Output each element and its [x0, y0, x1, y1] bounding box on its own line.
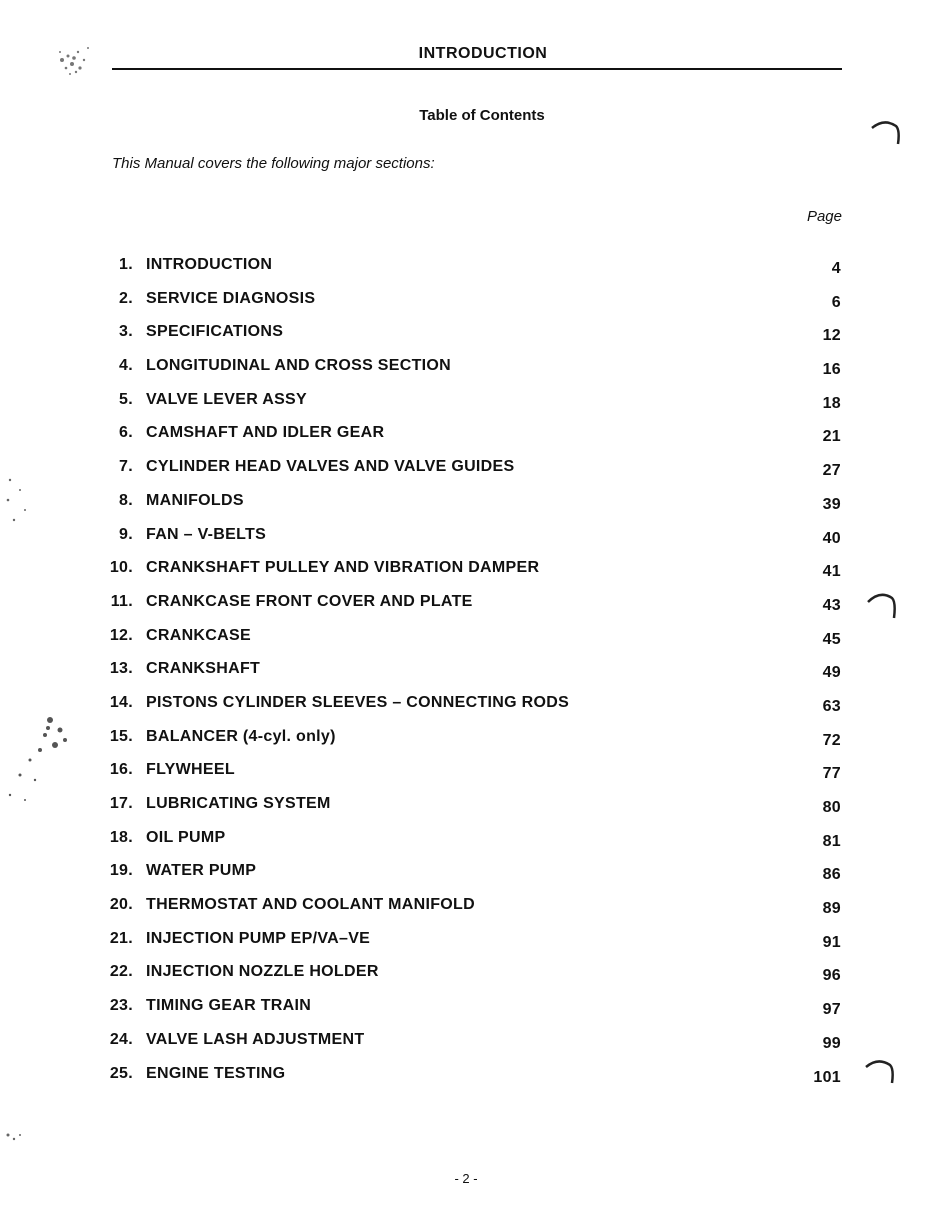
scan-speckle-left-margin-2 [0, 470, 40, 530]
toc-entry-number: 16. [109, 761, 133, 779]
toc-entry-number: 18. [109, 828, 133, 846]
toc-entry-title: PISTONS CYLINDER SLEEVES – CONNECTING RODS [146, 693, 570, 711]
toc-entry-page: 97 [822, 1001, 841, 1019]
toc-entry-title: LUBRICATING SYSTEM [146, 795, 331, 812]
toc-entry-number: 10. [109, 559, 133, 577]
toc-entry [100, 862, 845, 896]
toc-entry-number: 3. [119, 323, 133, 341]
toc-entry-number: 21. [109, 929, 133, 947]
toc-entry-title: BALANCER (4-cyl. only) [146, 727, 336, 745]
header-title: INTRODUCTION [418, 45, 548, 62]
toc-entry-page: 96 [822, 967, 841, 985]
toc-entry-title: CRANKSHAFT PULLEY AND VIBRATION DAMPER [146, 559, 540, 577]
toc-entry-title: FLYWHEEL [146, 761, 235, 779]
toc-entry-page: 43 [822, 596, 841, 614]
toc-entry [100, 795, 845, 829]
toc-list [100, 256, 845, 1098]
toc-entry-number: 4. [119, 357, 133, 375]
toc-entry-number: 20. [109, 896, 133, 914]
toc-entry [100, 930, 845, 964]
toc-entry-title: SPECIFICATIONS [146, 323, 284, 341]
toc-entry-title: VALVE LASH ADJUSTMENT [146, 1030, 365, 1048]
toc-entry-title: FAN – V-BELTS [146, 525, 267, 543]
toc-entry-page: 63 [822, 697, 841, 715]
scan-speckle-left-margin [0, 700, 100, 820]
toc-entry [100, 997, 845, 1031]
toc-entry [100, 963, 845, 997]
toc-entry-number: 6. [119, 424, 133, 442]
toc-entry-number: 24. [109, 1030, 133, 1048]
toc-entry-number: 15. [109, 727, 133, 745]
toc-heading: Table of Contents [419, 107, 545, 124]
toc-entry-number: 2. [119, 289, 133, 307]
toc-entry-page: 39 [822, 495, 841, 513]
toc-entry [100, 896, 845, 930]
toc-entry-title: LONGITUDINAL AND CROSS SECTION [146, 357, 452, 375]
header-rule [112, 68, 842, 70]
toc-entry-title: OIL PUMP [146, 828, 226, 846]
toc-entry-page: 6 [831, 293, 841, 311]
toc-entry-number: 17. [109, 795, 133, 812]
toc-entry-number: 1. [119, 256, 133, 273]
toc-entry-number: 11. [110, 592, 133, 610]
toc-entry-title: THERMOSTAT AND COOLANT MANIFOLD [146, 896, 475, 914]
toc-entry [100, 492, 845, 526]
toc-entry-page: 40 [822, 529, 841, 547]
toc-entry-page: 4 [831, 260, 841, 277]
toc-entry [100, 526, 845, 560]
toc-entry-number: 9. [119, 525, 133, 543]
toc-entry-page: 91 [822, 933, 841, 951]
toc-entry-number: 13. [109, 660, 133, 678]
toc-entry-title: WATER PUMP [146, 862, 257, 880]
toc-entry-title: MANIFOLDS [146, 491, 244, 509]
toc-entry-number: 12. [109, 626, 133, 644]
toc-entry-title: TIMING GEAR TRAIN [146, 997, 312, 1015]
toc-entry-page: 27 [822, 462, 841, 480]
toc-entry [100, 424, 845, 458]
toc-entry-title: SERVICE DIAGNOSIS [146, 289, 316, 307]
toc-entry-number: 25. [109, 1064, 133, 1082]
toc-entry [100, 1065, 845, 1099]
toc-entry-number: 7. [119, 458, 133, 476]
toc-entry-page: 21 [822, 428, 841, 446]
toc-entry [100, 458, 845, 492]
toc-entry [100, 694, 845, 728]
toc-entry-title: CRANKSHAFT [146, 660, 261, 678]
toc-entry-page: 81 [822, 832, 841, 850]
toc-entry [100, 290, 845, 324]
toc-entry [100, 357, 845, 391]
toc-entry-number: 22. [109, 963, 133, 981]
toc-entry-page: 89 [822, 900, 841, 918]
scan-hook-mark-2 [866, 588, 902, 620]
toc-entry-page: 80 [822, 799, 841, 816]
toc-entry-title: VALVE LEVER ASSY [146, 390, 307, 408]
toc-entry-page: 16 [822, 361, 841, 379]
toc-entry-number: 23. [109, 997, 133, 1015]
toc-entry-page: 101 [813, 1068, 841, 1086]
toc-entry-title: ENGINE TESTING [146, 1064, 286, 1082]
toc-entry-page: 86 [822, 866, 841, 884]
toc-entry-page: 77 [822, 765, 841, 783]
toc-entry-page: 18 [822, 394, 841, 412]
toc-entry-page: 99 [822, 1034, 841, 1052]
intro-text: This Manual covers the following major sections: [112, 155, 435, 172]
toc-entry [100, 559, 845, 593]
toc-entry-number: 8. [119, 491, 133, 509]
toc-entry-title: CAMSHAFT AND IDLER GEAR [146, 424, 385, 442]
toc-entry-title: CYLINDER HEAD VALVES AND VALVE GUIDES [146, 458, 515, 476]
toc-entry-title: INJECTION PUMP EP/VA–VE [146, 929, 371, 947]
toc-entry-page: 12 [822, 327, 841, 345]
toc-entry-number: 19. [109, 862, 133, 880]
toc-entry-title: CRANKCASE [146, 626, 251, 644]
toc-entry [100, 391, 845, 425]
toc-entry-number: 14. [109, 693, 133, 711]
toc-entry-title: INJECTION NOZZLE HOLDER [146, 963, 379, 981]
page-column-label: Page [806, 208, 842, 225]
toc-entry-page: 41 [822, 563, 841, 581]
toc-entry [100, 761, 845, 795]
toc-entry-number: 5. [119, 390, 133, 408]
toc-entry [100, 728, 845, 762]
toc-entry [100, 1031, 845, 1065]
toc-entry-page: 49 [822, 664, 841, 682]
toc-entry-title: CRANKCASE FRONT COVER AND PLATE [146, 592, 473, 610]
toc-entry [100, 323, 845, 357]
toc-entry [100, 256, 845, 290]
footer-page-number: - 2 - [454, 1171, 478, 1186]
toc-entry [100, 660, 845, 694]
toc-entry-page: 72 [822, 731, 841, 749]
toc-entry [100, 593, 845, 627]
scan-hook-mark-3 [864, 1055, 900, 1085]
toc-entry [100, 829, 845, 863]
toc-entry-page: 45 [822, 630, 841, 648]
toc-entry-title: INTRODUCTION [146, 256, 273, 273]
toc-entry [100, 627, 845, 661]
scan-speckle-bottom-left [0, 1125, 30, 1149]
